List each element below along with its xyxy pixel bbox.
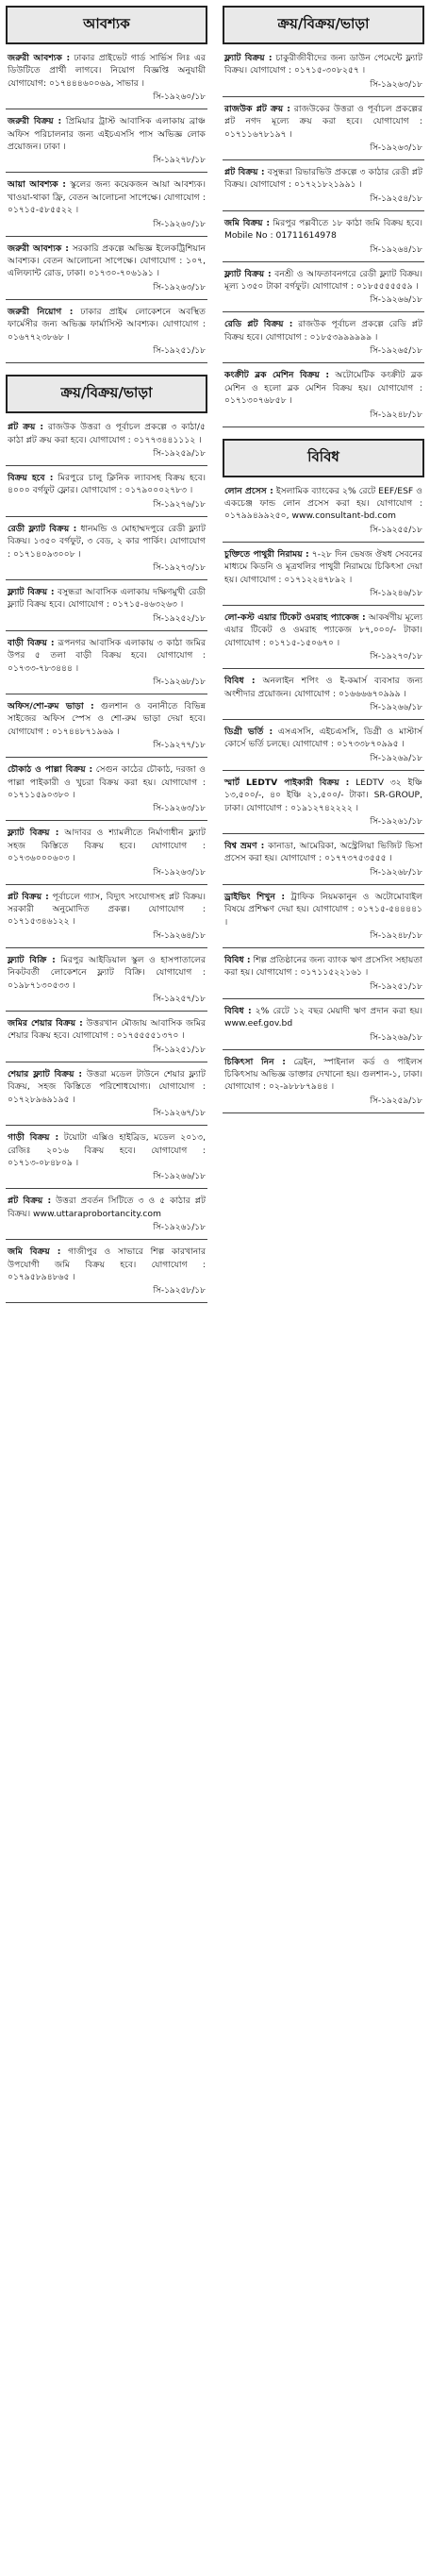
ad-title: চৌকাঠ ও পাল্লা বিক্রয় : (8, 764, 93, 776)
classified-ad (6, 417, 207, 466)
section-miscellaneous (223, 439, 424, 1113)
classified-ad (223, 887, 424, 948)
classified-ad (6, 1128, 207, 1189)
ad-body (8, 178, 206, 216)
ad-body (224, 840, 422, 865)
classified-ad (6, 302, 207, 363)
ad-code: সি-১৯২৭৬/১৮ (153, 499, 206, 510)
ad-body (224, 485, 422, 523)
ad-body (224, 217, 422, 243)
classified-ad (6, 823, 207, 884)
ad-code: সি-১৯২৪৮/১৮ (370, 931, 422, 942)
ad-body (8, 763, 206, 801)
classified-ad (223, 314, 424, 363)
ad-text: প্রিমিয়ার ট্রাস্ট আবাসিক এলাকায় ব্রাঞ্চ অফিস পরিচালনার জন্য এইচএসসি পাস অভিজ্ঞ লোক প্রয়োজন। ঢাকা । (8, 116, 206, 153)
ad-text: গাজীপুর ও সাভারে শিল্প কারখানার উপযোগী জমি বিক্রয় হবে। যোগাযোগ : ০১৭৯৫৮৯৪৮৬৫ । (8, 1246, 207, 1282)
ad-text: সরকারি প্রকল্পে অভিজ্ঞ ইলেকট্রিশিয়ান আবশ্যক। বেতন আলোচনা সাপেক্ষে। যোগাযোগ : ১০৭, এলিফ্যান্ট রোড, ঢাকা। ০১৭৩০-৭০৬১৯১ । (8, 243, 206, 279)
classified-ad (223, 99, 424, 160)
ad-text: টয়োটা এক্সিও হাইব্রিড, মডেল ২০১৩, রেজিঃ ২০১৬ বিক্রয় হবে। যোগাযোগ : ০১৭১৩-০৮৪৮০৯ । (8, 1132, 207, 1168)
ad-text: ইসলামিক ব্যাংকের ২% রেটে EEF/ESF ও একচেঞ্জ ফান্ড লোন প্রসেস করা হয়। যোগাযোগ : ০১৭৯৯৪৯৯২৫০, www.consultant-bd.com (224, 485, 423, 522)
ad-text: ট্রাফিক নিয়মকানুন ও অটোমোবাইল বিষয়ে প্রশিক্ষণ দেয়া হয়। যোগাযোগ : ০১৭১৫-৫৪৪৪৪১ । (224, 891, 423, 928)
ad-text: স্কুলের জন্য কয়েকজন আয়া আবশ্যক। খাওয়া-থাকা ফ্রি, বেতন আলোচনা সাপেক্ষে। যোগাযোগ : ০১৭১৫-৫৮৫৫২২ । (8, 179, 206, 216)
ad-list (223, 481, 424, 1113)
classified-ad (6, 633, 207, 694)
ad-text: ২% রেটে ১২ বছর মেয়াদী ঋণ প্রদান করা হয়। www.eef.gov.bd (224, 1005, 422, 1029)
ad-body (224, 548, 422, 586)
ad-body (8, 586, 206, 611)
ad-code: সি-১৯২৫৯/১৮ (370, 1096, 422, 1106)
ad-code: সি-১৯২৫১/১৮ (153, 1045, 206, 1055)
ad-code: সি-১৯২৬৪/১৮ (153, 930, 206, 941)
ad-body (8, 1131, 206, 1169)
classified-ad (6, 696, 207, 758)
classified-ad (223, 1001, 424, 1050)
ad-code: সি-১৯২৭৩/১৮ (153, 562, 206, 573)
ad-title: বিবিধ : (224, 955, 251, 966)
ad-code: সি-১৯২৫৫/১৮ (370, 525, 422, 535)
ad-body (224, 318, 422, 343)
ad-code: সি-১৯২৬৯/১৮ (370, 753, 422, 763)
classified-ad (223, 836, 424, 885)
ad-body (8, 52, 206, 90)
classified-ad (6, 111, 207, 173)
ad-text: উত্তরখান মৌজায় আবাসিক জমির শেয়ার বিক্রয় হবে। যোগাযোগ : ০১৭৫৫৫৫১৩৭০ । (8, 1018, 207, 1042)
ad-body (224, 103, 422, 141)
ad-code: সি-১৯২৬৮/১৮ (370, 867, 422, 878)
ad-title: ফ্ল্যাট বিক্রয় : (8, 828, 59, 839)
ad-body (8, 243, 206, 280)
ad-text: রূপনগর আবাসিক এলাকায় ৩ কাঠা জমির উপর ৫ তলা বাড়ী বিক্রয় হবে। যোগাযোগ : ০১৭৩৩-৭৮৩৪৪৪ । (8, 637, 207, 674)
ad-title: প্লট বিক্রয় : (224, 167, 265, 178)
ad-code: সি-১৯২৭৮/১৮ (153, 156, 206, 166)
ad-title: জরুরী বিক্রয় : (8, 116, 62, 127)
classified-ad (223, 213, 424, 262)
ad-text: আদাবর ও শ্যামলীতে নির্মাণাধীন ফ্ল্যাট সহজ কিস্তিতে বিক্রয় হবে। যোগাযোগ : ০১৭৩৬০০০৬০৩ । (8, 828, 206, 864)
ad-title: রেডী ফ্ল্যাট বিক্রয় : (8, 523, 77, 534)
ad-code: সি-১৯২৫৭/১৮ (153, 995, 206, 1005)
ad-code: সি-১৯২৬৫/১৮ (370, 346, 422, 357)
ad-title: প্লট বিক্রয় : (8, 1196, 52, 1207)
ad-title: রাজউক প্লট ক্রয় : (224, 103, 290, 114)
ad-title: ফ্ল্যাট বিক্রয় : (224, 53, 273, 63)
classified-ad (223, 264, 424, 313)
ad-title: জরুরী নিয়োগ : (8, 306, 74, 317)
classified-ad (223, 608, 424, 669)
classified-ad (223, 950, 424, 999)
ad-code: সি-১৯২৬৬/১৮ (370, 295, 422, 306)
ad-code: সি-১৯২৫১/১৮ (153, 346, 206, 357)
ad-title: কংক্রীট ব্লক মেশিন বিক্রয় : (224, 370, 330, 381)
ad-title: জমি বিক্রয় : (224, 217, 271, 228)
ad-body (224, 777, 422, 814)
ad-title: স্মার্ট LEDTV পাইকারী বিক্রয় : (224, 777, 350, 788)
section-header-miscellaneous: বিবিধ (223, 439, 424, 477)
classified-ad (223, 1052, 424, 1113)
ad-code: সি-১৯২৬৮/১৮ (153, 677, 206, 687)
ad-text: উত্তরা মডেল টাউনে শেয়ার ফ্ল্যাট বিক্রয়, সহজ কিস্তিতে পরিশোধযোগ্য। যোগাযোগ : ০১৭২৮৯৬৯১৯৫ । (8, 1068, 206, 1105)
ad-title: বিক্রয় হবে : (8, 472, 54, 483)
ad-text: আকর্ষণীয় মূল্যে এয়ার টিকেট ও ওমরাহ প্যাকেজ ৮৭,০০০/- টাকা। যোগাযোগ : ০১৭১৫-১৫০৬৭০ । (224, 611, 423, 648)
ad-code: সি-১৯২৫৮/১৮ (153, 1286, 206, 1296)
ad-body (8, 827, 206, 864)
ad-title: বাড়ী বিক্রয় : (8, 637, 55, 648)
ad-body (8, 1246, 206, 1283)
ad-text: মিরপুর আইডিয়াল স্কুল ও হাসপাতালের নিকটবর্তী লোকেশনে ফ্ল্যাট বিক্রি। যোগাযোগ : ০১৯৮৭১৩০৫৩৩ । (8, 954, 207, 991)
ad-text: মিরপুর পল্লবীতে ১৮ কাঠা জমি বিক্রয় হবে। Mobile No : 01711614978 (224, 217, 423, 242)
ad-body (8, 523, 206, 560)
ad-title: জরুরী আবশ্যক : (8, 53, 71, 63)
ad-code: সি-১৯২৭০/১৮ (370, 652, 422, 662)
ad-code: সি-১৯২৬৩/১৮ (370, 79, 422, 90)
ad-title: বিশ্ব ভ্রমণ : (224, 841, 265, 851)
ad-text: LEDTV ৩২ ইঞ্চি ১৩,৫০০/-, ৪০ ইঞ্চি ২১,৫০০/- টাকা। SR-GROUP, ঢাকা। যোগাযোগ : ০১৯১২৭৪২২২২ । (224, 777, 423, 813)
ad-body (224, 954, 422, 979)
ad-text: ঢাকার প্রাইম লোকেশনে অবস্থিত ফার্মেসীর জন্য অভিজ্ঞ ফার্মাসিস্ট আবশ্যক। যোগাযোগ : ০১৬৭৭২৩৮৬৮ । (8, 306, 206, 343)
ad-code: সি-১৯২৬০/১৮ (153, 92, 206, 103)
ad-title: বিবিধ : (224, 676, 256, 687)
ad-title: প্লট বিক্রয় : (8, 891, 49, 902)
ad-title: জমির শেয়ার বিক্রয় : (8, 1018, 83, 1029)
ad-title: শেয়ার ফ্ল্যাট বিক্রয় : (8, 1068, 83, 1079)
ad-text: পূর্বাচলে গ্যাস, বিদ্যুৎ সংযোগসহ প্লট বিক্রয়। সরকারী অনুমোদিত প্রকল্প। যোগাযোগ : ০১৭১৫৩৪৬১২২ । (8, 891, 207, 928)
ad-code: সি-১৯২৪৮/১৮ (370, 410, 422, 420)
left-column (6, 6, 207, 1305)
ad-text: ব্রেইন, স্পাইনাল কর্ড ও পাইলস চিকিৎসায় অভিজ্ঞ ডাক্তার দেখানো হয়। গুলশান-১, ঢাকা। যোগাযোগ : ০২-৯৮৮৮৭৯৪৪ । (224, 1056, 422, 1093)
ad-body (224, 369, 422, 407)
right-column (223, 6, 424, 1115)
ad-title: বিবিধ : (224, 1005, 252, 1016)
ad-title: ড্রাইভিং শিখুন : (224, 891, 286, 902)
ad-text: এসএসসি, এইচএসসি, ডিগ্রী ও মাস্টার্স কোর্সে ভর্তি চলছে। যোগাযোগ : ০১৭৩৩৮৭০৯৯৫ । (224, 726, 422, 750)
ad-title: প্লট ক্রয় : (8, 422, 44, 433)
ad-text: রাজউকের উত্তরা ও পূর্বাচল প্রকল্পের প্লট নগদ মূল্যে ক্রয় করা হবে। যোগাযোগ : ০১৭১১৬৭৮১৯৭ । (224, 103, 422, 140)
ad-body (8, 1017, 206, 1043)
ad-code: সি-১৯২৫১/১৮ (370, 981, 422, 992)
ad-body (8, 700, 206, 738)
ad-code: সি-১৯২৬১/১৮ (153, 1223, 206, 1233)
section-header-wanted: আবশ্যক (6, 6, 207, 44)
classified-ad (6, 1013, 207, 1062)
ad-title: চিকিৎসা নিন : (224, 1056, 286, 1067)
classified-ad (6, 175, 207, 236)
classified-ad (223, 48, 424, 97)
section-header-buy-sell-rent: ক্রয়/বিক্রয়/ভাড়া (223, 6, 424, 44)
ad-title: রেডি প্লট বিক্রয় : (224, 319, 293, 330)
ad-code: সি-১৯২৭৭/১৮ (153, 741, 206, 751)
ad-text: ৭-২৮ দিন ভেষজ ঔষধ সেবনের মাধ্যমে কিডনি ও মূত্রথলির পাথুরী নিরাময়ে চিকিৎসা দেয়া হয়। যোগাযোগ : ০১৭১২২৪৭৮৯২ । (224, 548, 422, 585)
ad-text: মিরপুরে চালু ক্লিনিক ল্যাবসহ বিক্রয় হবে। ৪০০০ বর্গফুট ফ্লোর। যোগাযোগ : ০১৭৯০০০২৭৮৩ । (8, 472, 207, 496)
classified-ad (6, 519, 207, 580)
ad-body (224, 1056, 422, 1094)
ad-body (224, 675, 422, 700)
ad-body (8, 891, 206, 928)
ad-body (224, 611, 422, 649)
classified-ad (223, 365, 424, 427)
ad-code: সি-১৯২৪৬/১৮ (370, 588, 422, 598)
ad-title: ডিগ্রী ভর্তি : (224, 726, 273, 737)
ad-title: ফ্ল্যাট বিক্রি : (8, 954, 56, 965)
classified-ad (6, 760, 207, 821)
ad-code: সি-১৯২৫৪/১৮ (370, 193, 422, 204)
ad-text: গুলশান ও বনানীতে বিভিন্ন সাইজের অফিস স্পেস ও শো-রুম ভাড়া দেয়া হবে। যোগাযোগ : ০১৭৪৪৮৭১৯৬৯ । (8, 700, 206, 737)
classified-ad (6, 950, 207, 1012)
ad-text: কানাডা, আমেরিকা, অস্ট্রেলিয়া ভিজিট ভিসা প্রসেস করা হয়। যোগাযোগ : ০১৭৭৩৭৫৩৫৫৫ । (224, 841, 423, 864)
ad-body (224, 166, 422, 192)
ad-title: ফ্ল্যাট বিক্রয় : (224, 268, 272, 279)
ad-code: সি-১৯২৬১/১৮ (370, 817, 422, 827)
ad-title: জমি বিক্রয় : (8, 1246, 61, 1258)
classified-ad (6, 1064, 207, 1126)
ad-code: সি-১৯২৬৩/১৮ (153, 282, 206, 293)
ad-list (6, 417, 207, 1303)
ad-body (8, 1068, 206, 1106)
classified-ad (223, 481, 424, 543)
ad-body (224, 1005, 422, 1030)
classified-ad (223, 722, 424, 771)
ad-code: সি-১৯২৬৭/১৮ (153, 1109, 206, 1119)
ad-text: শিল্প প্রতিষ্ঠানের জন্য ব্যাংক ঋণ প্রসেসিং সহায়তা করা হয়। যোগাযোগ : ০১৭১১৫২২১৬১ । (224, 955, 422, 979)
ad-body (224, 52, 422, 77)
ad-text: অনলাইন শপিং ও ই-কমার্স ব্যবসার জন্য অংশীদার প্রয়োজন। যোগাযোগ : ০১৬৬৬৬৭০৯৯৯ । (224, 676, 422, 699)
ad-body (8, 1195, 206, 1220)
ad-text: রাজউক উত্তরা ও পূর্বাচল প্রকল্পে ৩ কাঠা/৫ কাঠা প্লট ক্রয় করা হবে। যোগাযোগ : ০১৭৭৩৪৪১১১২ । (8, 422, 206, 445)
ad-title: আয়া আবশ্যক : (8, 179, 66, 191)
ad-code: সি-১৯২৬৪/১৮ (370, 244, 422, 255)
ad-code: সি-১৯২৬৯/১৮ (370, 1032, 422, 1043)
ad-text: উত্তরা প্রবর্তন সিটিতে ৩ ও ৫ কাঠার প্লট বিক্রয়। www.uttaraprobortancity.com (8, 1196, 207, 1219)
classified-ad (6, 48, 207, 109)
classified-ad (223, 544, 424, 606)
section-buy-sell-rent (223, 6, 424, 427)
section-buy-sell-rent (6, 375, 207, 1303)
ad-list (223, 48, 424, 427)
classified-ad (6, 1191, 207, 1240)
ad-body (224, 891, 422, 928)
ad-code: সি-১৯২৬০/১৮ (153, 219, 206, 229)
classified-ad (223, 671, 424, 720)
classified-ad (6, 468, 207, 517)
section-header-buy-sell-rent: ক্রয়/বিক্রয়/ভাড়া (6, 375, 207, 413)
ad-text: বনশ্রী ও আফতাবনগরে রেডী ফ্ল্যাট বিক্রয়। মূল্য ১৩৫০ টাকা বর্গফুট। যোগাযোগ : ০১৮৫৫৫৫৫৫৯ । (224, 268, 422, 293)
ad-body (8, 637, 206, 675)
ad-code: সি-১৯২৫২/১৮ (153, 613, 206, 624)
ad-text: ঢাকার প্রাইভেট গার্ড সার্ভিস লিঃ এর ডিউটিতে প্রার্থী লাগবে। নিয়োগ বিজ্ঞপ্তি অনুযায়ী যোগাযোগ: ০১৭৪৪৪৬০০৬৯, সাভার । (8, 53, 206, 89)
ad-body (8, 421, 206, 446)
ad-text: রাজউক পূর্বাচল প্রকল্পে রেডি প্লট বিক্রয় হবে। যোগাযোগ : ০১৮৫৩৯৯৯৯৯৯ । (224, 319, 422, 343)
ad-text: ধানমন্ডি ও মোহাম্মদপুরে রেডী ফ্ল্যাট বিক্রয়। ১৩৫০ বর্গফুট, ৩ বেড, ২ কার পার্কিং। যোগাযোগ : ০১৭১৪০৯৩০০৮ । (8, 523, 207, 560)
classified-ad (6, 582, 207, 631)
ad-text: চাকুরীজীবীদের জন্য ডাউন পেমেন্টে ফ্ল্যাট বিক্রয়। যোগাযোগ : ০১৭১৫-৩০৮২৫৭ । (224, 53, 422, 76)
ad-body (8, 115, 206, 153)
classified-ad (6, 1242, 207, 1303)
ad-body (224, 726, 422, 751)
ad-title: চুক্তিতে পাথুরী নিরাময় : (224, 548, 309, 560)
ad-code: সি-১৯২৬৩/১৮ (153, 804, 206, 814)
ad-list (6, 48, 207, 363)
ad-code: সি-১৯২৬৩/১৮ (370, 143, 422, 154)
ad-title: লোন প্রসেস : (224, 485, 273, 496)
ad-text: বসুন্ধরা আবাসিক এলাকায় দক্ষিণমুখী রেডী ফ্ল্যাট বিক্রয় হবে। যোগাযোগ : ০১৭১৫-৪৬৩২৬৩ । (8, 586, 206, 611)
classified-ad (223, 773, 424, 834)
ad-body (224, 268, 422, 293)
classified-ad (223, 162, 424, 211)
ad-text: সেগুন কাঠের চৌকাঠ, দরজা ও পাল্লা পাইকারী ও খুচরা বিক্রয় করা হয়। যোগাযোগ : ০১৭১১৫৯০৩৮০ । (8, 764, 207, 800)
ad-body (8, 954, 206, 992)
ad-title: অফিস/শো-রুম ভাড়া : (8, 700, 94, 711)
ad-code: সি-১৯২৬৬/১৮ (370, 702, 422, 712)
ad-body (8, 306, 206, 343)
ad-title: ফ্ল্যাট বিক্রয় : (8, 586, 55, 597)
ad-code: সি-১৯২৬৩/১৮ (153, 867, 206, 878)
section-wanted (6, 6, 207, 363)
classified-ad (6, 887, 207, 948)
ad-text: অটোমেটিক কংক্রীট ব্লক মেশিন ও হলো ব্লক মেশিন বিক্রয় হয়। যোগাযোগ : ০১৭১৩০৭৬৮৫৮ । (224, 370, 423, 407)
ad-code: সি-১৯২৫৯/১৮ (153, 448, 206, 459)
ad-code: সি-১৯২৬৬/১৮ (153, 1172, 206, 1182)
ad-text: বসুন্ধরা রিভারভিউ প্রকল্পে ৩ কাঠার রেডী প্লট বিক্রয়। যোগাযোগ : ০১৭২১৮২১৯৯১ । (224, 167, 423, 191)
ad-title: লো-কস্ট এয়ার টিকেট ওমরাহ প্যাকেজ : (224, 611, 366, 623)
classified-ad (6, 239, 207, 300)
ad-body (8, 472, 206, 497)
ad-title: জরুরী আবশ্যক : (8, 243, 69, 254)
ad-title: গাড়ী বিক্রয় : (8, 1132, 59, 1144)
